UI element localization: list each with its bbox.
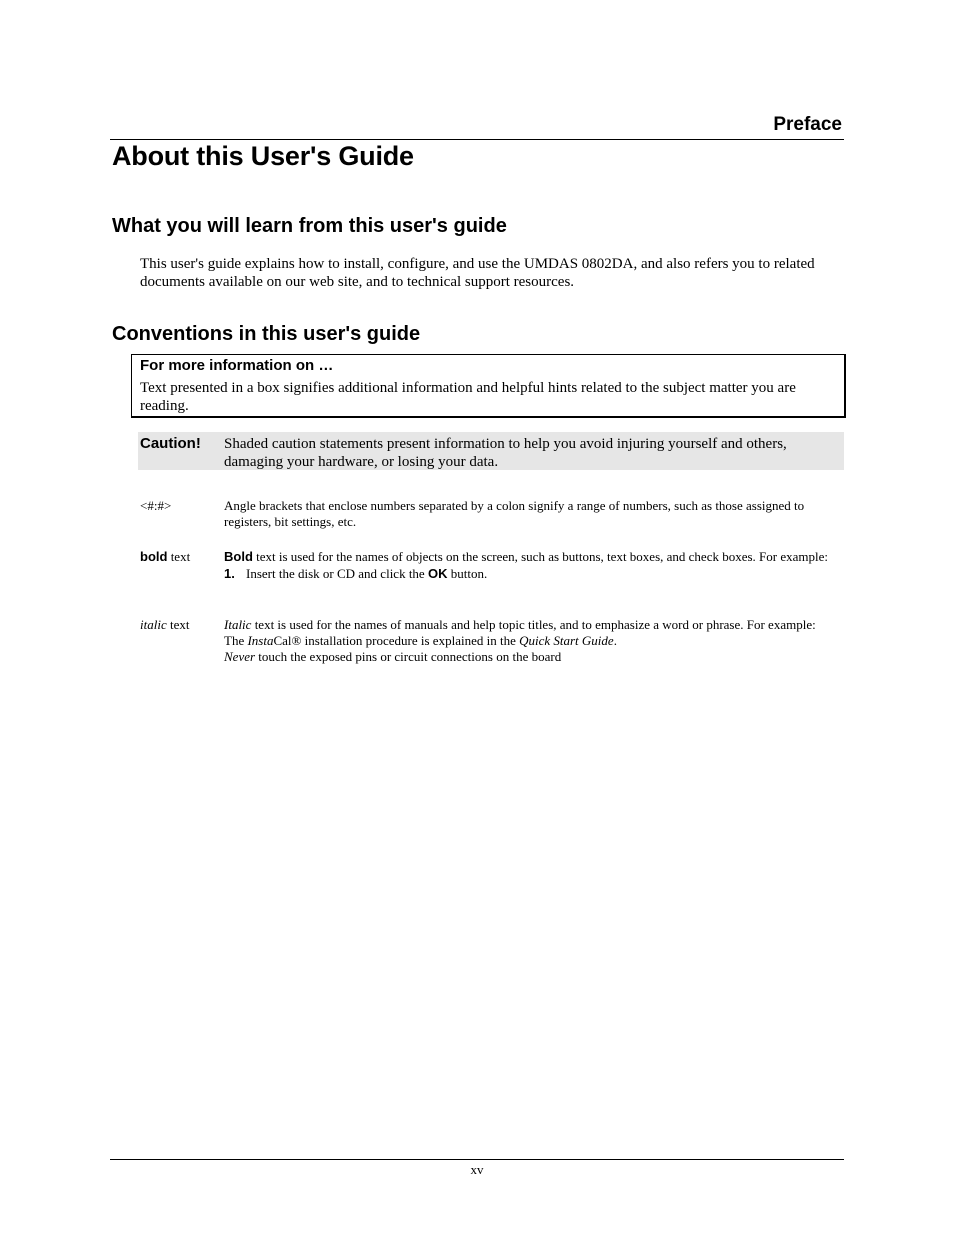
convention-desc-italic <box>224 617 844 665</box>
caution-box <box>138 432 844 470</box>
italic-desc-line <box>224 617 844 633</box>
step-text-post: button. <box>447 566 488 581</box>
page-number: xv <box>470 1162 484 1177</box>
bold-desc-word: Bold <box>224 549 253 564</box>
term-bold-rest: text <box>167 549 191 564</box>
convention-desc-angle: Angle brackets that enclose numbers separated by a colon signify a range of numbers, such as those assigned to registers, bit settings, etc. <box>224 498 805 529</box>
footer-rule <box>110 1159 844 1160</box>
convention-term-italic <box>140 617 189 633</box>
bold-desc-rest: text is used for the names of objects on the screen, such as buttons, text boxes, and check boxes. For example: <box>252 549 828 564</box>
section-heading-learn: What you will learn from this user's guide <box>112 215 507 237</box>
convention-desc-bold <box>224 549 844 582</box>
info-box-text: Text presented in a box signifies additional information and helpful hints related to the subject matter you are reading. <box>140 380 796 414</box>
step-ok-word: OK <box>427 566 448 581</box>
convention-term-angle: <#:#> <box>140 498 172 513</box>
ex1-mid: Cal® installation procedure is explained in the <box>273 633 520 648</box>
italic-example-1 <box>224 633 844 649</box>
ex1-italic: Insta <box>247 633 274 648</box>
chapter-label: Preface <box>773 114 842 135</box>
italic-desc-rest: text is used for the names of manuals and help topic titles, and to emphasize a word or phrase. For example: <box>251 617 816 632</box>
italic-desc-word: Italic <box>224 617 252 632</box>
header-rule <box>110 139 844 140</box>
ex1-pre: The <box>224 633 248 648</box>
ex1-italic2: Quick Start Guide <box>519 633 614 648</box>
convention-term-bold <box>140 549 190 565</box>
learn-paragraph: This user's guide explains how to install, configure, and use the UMDAS 0802DA, and also refers you to related documents available on our web site, and to technical support resources. <box>140 256 815 290</box>
caution-label: Caution! <box>140 435 201 452</box>
ex1-post: . <box>613 633 617 648</box>
term-bold-word: bold <box>140 549 168 564</box>
term-italic-word: italic <box>140 617 167 632</box>
page-title: About this User's Guide <box>112 141 414 171</box>
info-box-title: For more information on … <box>140 357 334 374</box>
bold-desc-line <box>224 549 844 565</box>
italic-example-2 <box>224 649 844 665</box>
term-italic-rest: text <box>166 617 190 632</box>
ex2-rest: touch the exposed pins or circuit connections on the board <box>255 649 562 664</box>
step-number: 1. <box>224 566 235 581</box>
step-text-pre: Insert the disk or CD and click the <box>246 566 428 581</box>
bold-example-step <box>224 566 844 582</box>
ex2-italic: Never <box>224 649 256 664</box>
section-heading-conventions: Conventions in this user's guide <box>112 323 421 345</box>
info-box <box>131 354 846 418</box>
caution-text: Shaded caution statements present information to help you avoid injuring yourself and others, damaging your hardware, or losing your data. <box>224 436 787 470</box>
